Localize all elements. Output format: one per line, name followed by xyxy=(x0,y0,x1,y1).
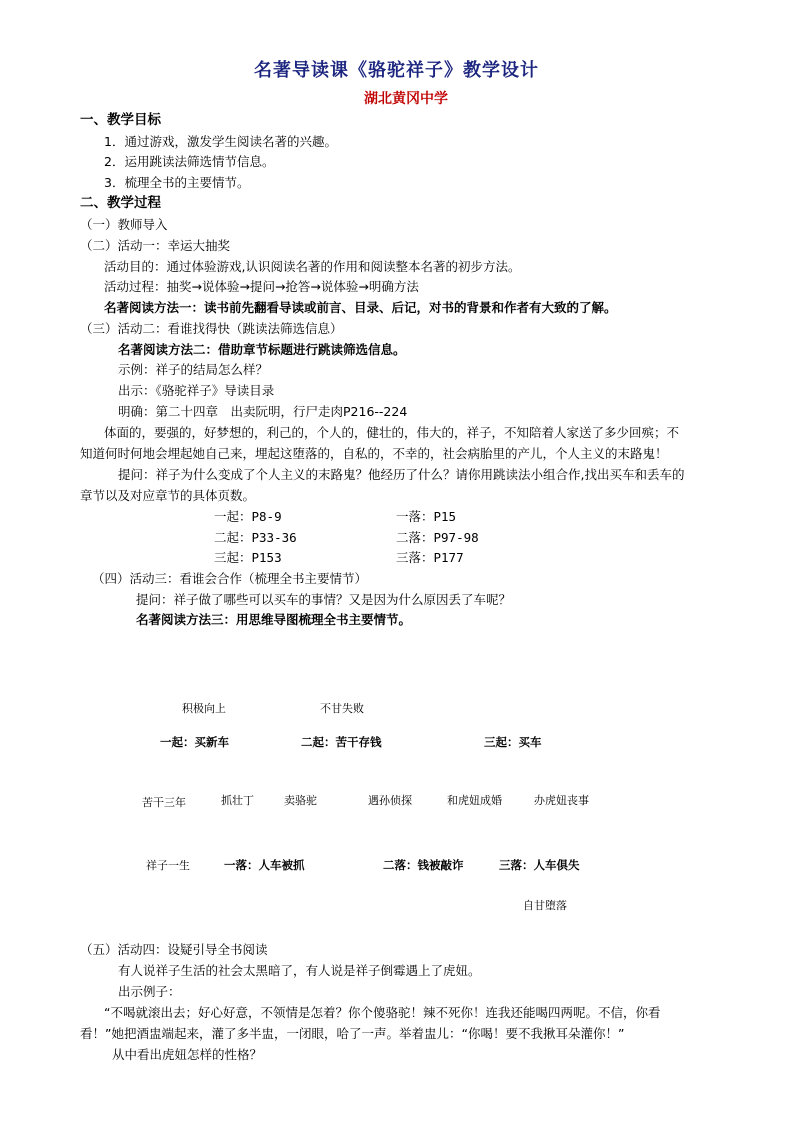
mindmap-rise-1: 一起：买新车 xyxy=(160,735,229,749)
mindmap-life: 祥子一生 xyxy=(146,859,190,872)
school-name: 湖北黄冈中学 xyxy=(364,91,448,107)
page-title: 名著导读课《骆驼祥子》教学设计 xyxy=(254,60,539,81)
novel-excerpt-line: 知道何时何地会埋起她自己来，埋起这堕落的，自私的，不幸的，社会病胎里的产儿，个人主义的末路鬼！ xyxy=(80,446,668,461)
reading-method-2: 名著阅读方法二：借助章节标题进行跳读筛选信息。 xyxy=(118,342,406,357)
question-line: 章节以及对应章节的具体页数。 xyxy=(80,488,256,503)
mindmap-fall-2: 二落：钱被敲诈 xyxy=(383,858,464,872)
part-heading-activity3: （四）活动三：看谁会合作（梳理全书主要情节） xyxy=(92,571,368,586)
activity4-intro: 有人说祥子生活的社会太黑暗了，有人说是祥子倒霉遇上了虎妞。 xyxy=(118,963,481,978)
mindmap-event-conscripted: 抓壮丁 xyxy=(221,794,254,807)
objective-item: 1．通过游戏，激发学生阅读名著的兴趣。 xyxy=(104,134,337,149)
mindmap-label-positive: 积极向上 xyxy=(182,702,226,715)
mindmap-degenerate: 自甘堕落 xyxy=(523,899,567,912)
quote-line: 看！”她把酒盅端起来，灌了多半盅，一闭眼，哈了一声。举着盅儿：“你喝！要不我揪耳朵灌你！” xyxy=(80,1026,625,1041)
activity1-process: 活动过程：抽奖→说体验→提问→抢答→说体验→明确方法 xyxy=(104,279,419,294)
question-line: 提问：祥子为什么变成了个人主义的末路鬼？他经历了什么？请你用跳读法小组合作,找出买车和丢车的 xyxy=(118,467,685,482)
mindmap-event-sell-camel: 卖骆驼 xyxy=(284,794,317,807)
mindmap-event-funeral: 办虎妞丧事 xyxy=(534,794,589,807)
example-question: 示例：祥子的结局怎么样？ xyxy=(118,362,269,377)
part-heading-activity2: （三）活动二：看谁找得快（跳读法筛选信息） xyxy=(80,321,343,336)
mindmap-rise-3: 三起：买车 xyxy=(484,735,542,749)
mindmap-event-detective: 遇孙侦探 xyxy=(368,794,412,807)
fall-page: 一落：P15 xyxy=(396,509,457,524)
mindmap-fall-1: 一落：人车被抓 xyxy=(224,858,305,872)
fall-page: 三落：P177 xyxy=(396,550,464,565)
part-heading-intro: （一）教师导入 xyxy=(80,217,168,232)
activity4-question: 从中看出虎妞怎样的性格？ xyxy=(112,1047,263,1062)
rise-page: 三起：P153 xyxy=(214,550,282,565)
mindmap-fall-3: 三落：人车俱失 xyxy=(499,858,580,872)
mindmap-label-unwilling: 不甘失败 xyxy=(320,702,364,715)
fall-page: 二落：P97-98 xyxy=(396,530,479,545)
mindmap-event-marry: 和虎妞成婚 xyxy=(447,794,502,807)
mindmap-event-hard-work: 苦干三年 xyxy=(142,796,186,809)
clarify-answer: 明确：第二十四章 出卖阮明，行尸走肉P216--224 xyxy=(118,404,408,419)
rise-page: 一起：P8-9 xyxy=(214,509,282,524)
show-catalog: 出示：《骆驼祥子》导读目录 xyxy=(118,383,275,398)
activity1-purpose: 活动目的：通过体验游戏,认识阅读名著的作用和阅读整本名著的初步方法。 xyxy=(104,259,521,274)
activity3-question: 提问：祥子做了哪些可以买车的事情？又是因为什么原因丢了车呢？ xyxy=(136,592,512,607)
section-heading-process: 二、教学过程 xyxy=(80,195,161,211)
objective-item: 3．梳理全书的主要情节。 xyxy=(104,175,250,190)
part-heading-activity4: （五）活动四：设疑引导全书阅读 xyxy=(80,942,268,957)
activity4-example-label: 出示例子： xyxy=(118,984,181,999)
section-heading-objectives: 一、教学目标 xyxy=(80,112,161,128)
objective-item: 2．运用跳读法筛选情节信息。 xyxy=(104,154,275,169)
novel-excerpt-line: 体面的，要强的，好梦想的，利己的，个人的，健壮的，伟大的，祥子，不知陪着人家送了多少回殡；不 xyxy=(104,425,680,440)
mindmap-rise-2: 二起：苦干存钱 xyxy=(301,735,382,749)
reading-method-3: 名著阅读方法三：用思维导图梳理全书主要情节。 xyxy=(136,612,412,627)
part-heading-activity1: （二）活动一：幸运大抽奖 xyxy=(80,238,231,253)
rise-page: 二起：P33-36 xyxy=(214,530,297,545)
reading-method-1: 名著阅读方法一：读书前先翻看导读或前言、目录、后记，对书的背景和作者有大致的了解。 xyxy=(104,300,617,315)
quote-line: “不喝就滚出去；好心好意，不领情是怎着？你个傻骆驼！辣不死你！连我还能喝四两呢。不信，你看 xyxy=(104,1005,661,1020)
